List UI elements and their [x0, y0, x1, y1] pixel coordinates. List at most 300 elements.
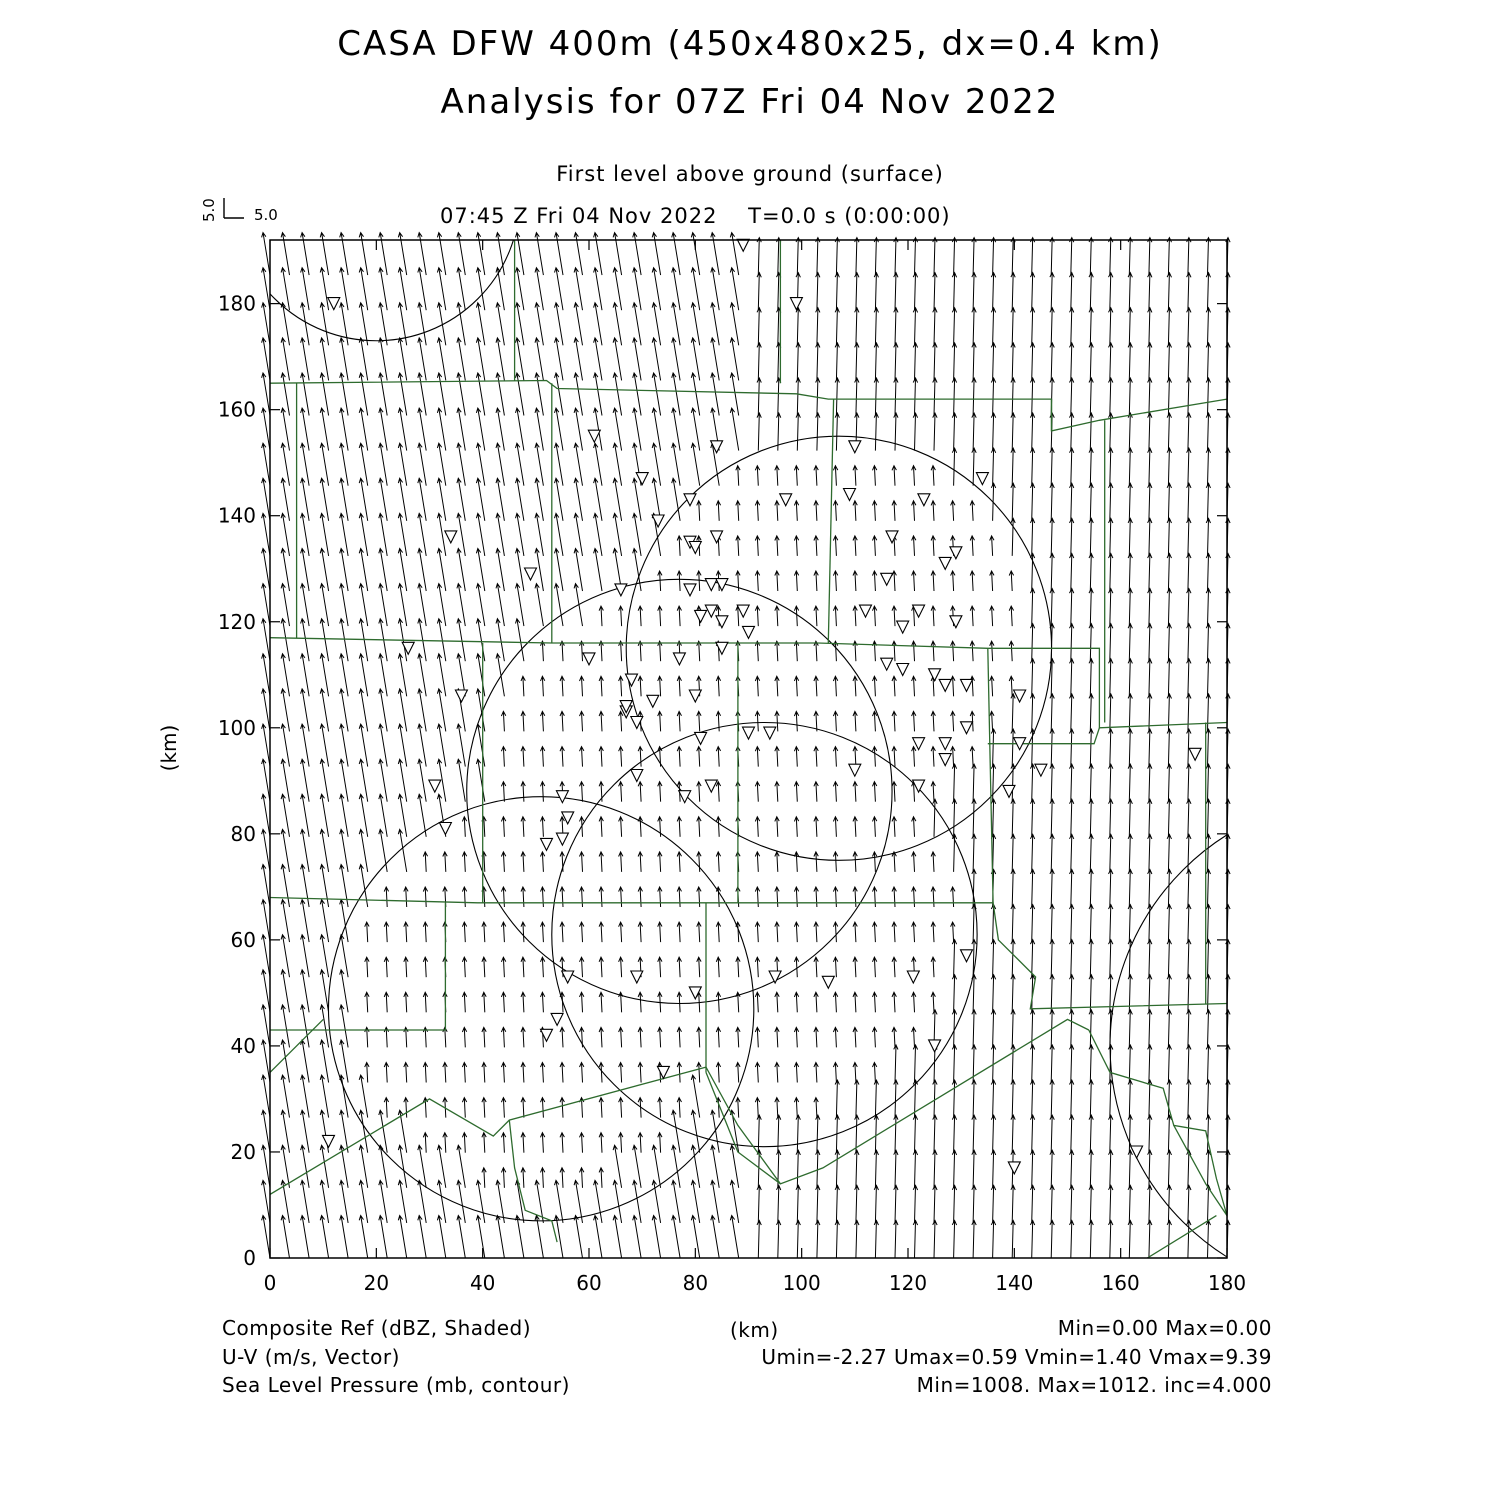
wind-vector [796, 343, 800, 381]
wind-vector [931, 466, 935, 486]
wind-vector-layer [262, 233, 1231, 1258]
wind-vector [482, 1063, 486, 1083]
wind-vector [991, 940, 995, 978]
wind-vector [796, 378, 800, 416]
wind-vector [716, 922, 720, 942]
wind-vector [521, 1098, 525, 1118]
wind-vector [423, 1063, 427, 1083]
wind-vector [972, 1185, 976, 1223]
wind-vector [1167, 764, 1171, 802]
y-tick-label: 160 [217, 397, 256, 422]
wind-vector [1187, 1080, 1191, 1118]
wind-vector [952, 1115, 956, 1153]
wind-vector [1070, 1150, 1074, 1188]
wind-vector [1070, 764, 1074, 802]
wind-vector [873, 782, 877, 802]
wind-vector [833, 992, 837, 1012]
wind-vector [443, 1063, 447, 1083]
y-tick-label: 120 [217, 609, 256, 634]
wind-vector [1187, 483, 1191, 521]
y-tick-label: 140 [217, 503, 256, 528]
wind-vector [476, 1216, 484, 1259]
wind-vector [1148, 273, 1152, 311]
wind-vector [775, 536, 779, 556]
wind-vector [1128, 589, 1132, 627]
wind-vector [892, 676, 896, 696]
wind-vector [560, 747, 564, 767]
wind-vector [501, 957, 505, 977]
wind-vector [814, 1098, 818, 1118]
station-marker-layer [323, 239, 1202, 1174]
wind-vector [952, 1150, 956, 1188]
wind-vector [933, 273, 937, 311]
wind-vector [1011, 694, 1015, 732]
wind-vector [1030, 834, 1034, 872]
wind-vector [1070, 975, 1074, 1013]
wind-vector [814, 466, 818, 486]
county-boundary [1147, 1216, 1216, 1258]
wind-vector [423, 992, 427, 1012]
wind-vector [775, 641, 779, 661]
wind-vector [638, 852, 642, 872]
station-marker [695, 732, 707, 744]
wind-vector [1070, 448, 1074, 486]
wind-vector [794, 711, 798, 731]
wind-vector [1011, 940, 1015, 978]
wind-vector [677, 887, 681, 907]
wind-vector [1206, 518, 1210, 556]
wind-vector [697, 922, 701, 942]
wind-vector [1187, 518, 1191, 556]
wind-vector [677, 817, 681, 837]
wind-vector [619, 747, 623, 767]
wind-vector [972, 413, 976, 451]
wind-vector [833, 571, 837, 591]
wind-vector [775, 817, 779, 837]
wind-vector [913, 1045, 917, 1083]
wind-vector [1070, 1010, 1074, 1048]
wind-vector [1148, 799, 1152, 837]
wind-vector [991, 448, 995, 486]
wind-vector [1109, 308, 1113, 346]
station-marker [525, 568, 537, 580]
level-subtitle: First level above ground (surface) [556, 162, 944, 186]
wind-vector [853, 782, 857, 802]
wind-vector [697, 887, 701, 907]
station-marker [562, 812, 574, 824]
wind-vector [1148, 589, 1152, 627]
wind-vector [677, 852, 681, 872]
wind-vector [757, 308, 761, 346]
wind-vector [1030, 624, 1034, 662]
wind-vector [796, 1150, 800, 1188]
wind-vector [521, 782, 525, 802]
wind-vector [1070, 1221, 1074, 1259]
wind-vector [1167, 518, 1171, 556]
wind-vector [560, 676, 564, 696]
wind-vector [1128, 834, 1132, 872]
wind-vector [991, 413, 995, 451]
wind-vector [1050, 1185, 1054, 1223]
wind-vector [1030, 799, 1034, 837]
wind-vector [404, 957, 408, 977]
wind-vector [1109, 518, 1113, 556]
wind-vector [521, 922, 525, 942]
wind-vector [1109, 1221, 1113, 1259]
wind-vector [775, 922, 779, 942]
reference-vector [200, 198, 278, 224]
wind-vector [1167, 1150, 1171, 1188]
wind-vector [1109, 378, 1113, 416]
wind-vector [1167, 238, 1171, 276]
y-tick-label: 60 [230, 927, 256, 952]
station-marker [657, 1066, 669, 1078]
wind-vector [736, 1098, 740, 1118]
station-marker [556, 833, 568, 845]
wind-vector [1206, 589, 1210, 627]
chart-title-line2: Analysis for 07Z Fri 04 Nov 2022 [440, 82, 1060, 122]
wind-vector [931, 922, 935, 942]
station-marker [961, 722, 973, 734]
wind-vector [796, 1221, 800, 1259]
wind-vector [1050, 273, 1054, 311]
wind-vector [755, 1027, 759, 1047]
wind-vector [365, 992, 369, 1012]
wind-vector [1187, 940, 1191, 978]
wind-vector [1187, 589, 1191, 627]
wind-vector [404, 887, 408, 907]
wind-vector [638, 641, 642, 661]
wind-vector [1109, 694, 1113, 732]
wind-vector [1167, 1115, 1171, 1153]
wind-vector [1070, 1185, 1074, 1223]
county-boundary-layer [270, 240, 1227, 1258]
wind-vector [755, 1098, 759, 1118]
wind-vector [1206, 343, 1210, 381]
wind-vector [1070, 834, 1074, 872]
wind-vector [1109, 1150, 1113, 1188]
wind-vector [716, 852, 720, 872]
wind-vector [1009, 571, 1013, 591]
wind-vector [1070, 554, 1074, 592]
wind-vector [1050, 729, 1054, 767]
wind-vector [482, 1133, 486, 1153]
wind-vector [1089, 483, 1093, 521]
wind-vector [1089, 1185, 1093, 1223]
wind-vector [599, 711, 603, 731]
y-tick-label: 0 [243, 1246, 256, 1270]
wind-vector [972, 799, 976, 837]
wind-vector [677, 606, 681, 626]
wind-vector [757, 378, 761, 416]
station-marker [939, 754, 951, 766]
wind-vector [1050, 238, 1054, 276]
wind-vector [716, 957, 720, 977]
wind-vector [873, 501, 877, 521]
wind-vector [972, 1150, 976, 1188]
wind-vector [952, 975, 956, 1013]
ref-vector-x-label: 5.0 [254, 206, 278, 224]
wind-vector [1148, 378, 1152, 416]
wind-vector [1206, 975, 1210, 1013]
wind-vector [580, 992, 584, 1012]
wind-vector [755, 571, 759, 591]
wind-vector [912, 641, 916, 661]
wind-vector [462, 852, 466, 872]
wind-vector [521, 1063, 525, 1083]
wind-vector [1167, 308, 1171, 346]
wind-vector [853, 711, 857, 731]
wind-vector [658, 711, 662, 731]
wind-vector [1050, 1150, 1054, 1188]
wind-vector [892, 922, 896, 942]
footer-composite-ref: Composite Ref (dBZ, Shaded) [222, 1316, 532, 1340]
wind-vector [1011, 343, 1015, 381]
wind-vector [913, 273, 917, 311]
wind-vector [1050, 308, 1054, 346]
wind-vector [677, 571, 681, 591]
wind-vector [991, 273, 995, 311]
wind-vector [501, 782, 505, 802]
wind-vector [1148, 729, 1152, 767]
wind-vector [951, 887, 955, 907]
y-tick-label: 180 [217, 291, 256, 316]
wind-vector [594, 549, 602, 592]
wind-vector [736, 957, 740, 977]
wind-vector [1050, 870, 1054, 908]
wind-vector [1167, 343, 1171, 381]
station-marker [588, 430, 600, 442]
station-marker [562, 971, 574, 983]
wind-vector [1109, 1115, 1113, 1153]
wind-vector [365, 1063, 369, 1083]
wind-vector [1089, 940, 1093, 978]
wind-vector [931, 957, 935, 977]
wind-vector [1030, 518, 1034, 556]
wind-vector [1030, 483, 1034, 521]
wind-vector [1109, 940, 1113, 978]
wind-vector [816, 413, 820, 451]
wind-vector [521, 817, 525, 837]
wind-vector [1187, 659, 1191, 697]
wind-vector [1128, 1185, 1132, 1223]
wind-vector [775, 747, 779, 767]
wind-vector [697, 817, 701, 837]
wind-vector [1089, 273, 1093, 311]
wind-vector [1030, 1221, 1034, 1259]
county-boundary [270, 638, 1227, 728]
station-marker [939, 738, 951, 750]
wind-vector [775, 1063, 779, 1083]
wind-vector [619, 1098, 623, 1118]
wind-vector [462, 1063, 466, 1083]
wind-vector [855, 238, 859, 276]
wind-vector [814, 852, 818, 872]
wind-vector [619, 1027, 623, 1047]
wind-vector [874, 343, 878, 381]
wind-vector [1128, 905, 1132, 943]
wind-vector [991, 238, 995, 276]
wind-vector [619, 1063, 623, 1083]
y-tick-label: 20 [230, 1139, 256, 1164]
wind-vector [814, 747, 818, 767]
wind-vector [814, 606, 818, 626]
wind-vector [638, 1133, 642, 1153]
wind-vector [1187, 905, 1191, 943]
wind-vector [796, 1185, 800, 1223]
wind-vector [1089, 659, 1093, 697]
wind-vector [892, 466, 896, 486]
wind-vector [560, 641, 564, 661]
wind-vector [1148, 483, 1152, 521]
wind-vector [912, 676, 916, 696]
wind-vector [874, 1080, 878, 1118]
wind-vector [384, 1098, 388, 1118]
wind-vector [1187, 975, 1191, 1013]
station-marker [764, 727, 776, 739]
wind-vector [1167, 834, 1171, 872]
wind-vector [1187, 413, 1191, 451]
wind-vector [541, 676, 545, 696]
wind-vector [933, 343, 937, 381]
wind-vector [365, 922, 369, 942]
county-boundary [270, 903, 445, 1030]
wind-vector [991, 729, 995, 767]
wind-vector [931, 571, 935, 591]
wind-vector [777, 378, 781, 416]
wind-vector [658, 852, 662, 872]
wind-vector [1089, 518, 1093, 556]
x-tick-label: 20 [363, 1271, 390, 1295]
wind-vector [1167, 273, 1171, 311]
wind-vector [638, 992, 642, 1012]
wind-vector [638, 676, 642, 696]
wind-vector [1011, 1045, 1015, 1083]
wind-vector [599, 747, 603, 767]
wind-vector [912, 992, 916, 1012]
wind-vector [991, 905, 995, 943]
wind-vector [1187, 308, 1191, 346]
wind-vector [1109, 1080, 1113, 1118]
wind-vector [951, 747, 955, 767]
wind-vector [874, 1150, 878, 1188]
wind-vector [384, 922, 388, 942]
wind-vector [894, 1080, 898, 1118]
wind-vector [816, 273, 820, 311]
station-marker [652, 515, 664, 527]
wind-vector [952, 273, 956, 311]
wind-vector [835, 1150, 839, 1188]
wind-vector [873, 922, 877, 942]
wind-vector [757, 413, 761, 451]
wind-vector [1030, 870, 1034, 908]
wind-vector [599, 817, 603, 837]
station-marker [716, 642, 728, 654]
wind-vector [736, 1063, 740, 1083]
wind-vector [777, 1115, 781, 1153]
wind-vector [599, 1168, 603, 1188]
wind-vector [1167, 694, 1171, 732]
wind-vector [794, 887, 798, 907]
wind-vector [853, 676, 857, 696]
station-marker [939, 679, 951, 691]
wind-vector [853, 571, 857, 591]
wind-vector [560, 887, 564, 907]
pressure-contour [233, 54, 520, 340]
wind-vector [482, 1098, 486, 1118]
wind-vector [1206, 764, 1210, 802]
station-marker [939, 557, 951, 569]
wind-vector [1109, 1185, 1113, 1223]
wind-vector [711, 1216, 719, 1259]
wind-vector [816, 1185, 820, 1223]
wind-vector [1011, 483, 1015, 521]
wind-vector [855, 273, 859, 311]
county-boundary [988, 728, 1100, 744]
wind-vector [658, 571, 662, 591]
wind-vector [814, 536, 818, 556]
wind-vector [443, 1133, 447, 1153]
wind-vector [933, 308, 937, 346]
station-marker [849, 441, 861, 453]
wind-vector [1089, 729, 1093, 767]
wind-vector [418, 1216, 426, 1259]
station-marker [1131, 1146, 1143, 1158]
wind-vector [755, 466, 759, 486]
wind-vector [970, 641, 974, 661]
wind-vector [990, 571, 994, 591]
wind-vector [1109, 343, 1113, 381]
wind-vector [1167, 554, 1171, 592]
wind-vector [853, 817, 857, 837]
wind-vector [755, 887, 759, 907]
wind-vector [972, 343, 976, 381]
wind-vector [816, 1115, 820, 1153]
wind-vector [853, 536, 857, 556]
wind-vector [796, 238, 800, 276]
station-marker [860, 605, 872, 617]
wind-vector [462, 1027, 466, 1047]
wind-vector [1050, 764, 1054, 802]
wind-vector [599, 606, 603, 626]
wind-vector [873, 817, 877, 837]
wind-vector [1206, 1045, 1210, 1083]
station-marker [844, 489, 856, 501]
wind-vector [912, 887, 916, 907]
wind-vector [933, 238, 937, 276]
wind-vector [521, 711, 525, 731]
wind-vector [892, 782, 896, 802]
wind-vector [521, 992, 525, 1012]
wind-vector [972, 273, 976, 311]
wind-vector [991, 1185, 995, 1223]
wind-vector [796, 308, 800, 346]
wind-vector [730, 1216, 738, 1259]
wind-vector [1187, 870, 1191, 908]
wind-vector [658, 1133, 662, 1153]
wind-vector [970, 606, 974, 626]
wind-vector [892, 817, 896, 837]
wind-vector [835, 1185, 839, 1223]
wind-vector [1206, 659, 1210, 697]
wind-vector [892, 711, 896, 731]
wind-vector [1206, 448, 1210, 486]
wind-vector [894, 343, 898, 381]
station-marker [695, 610, 707, 622]
wind-vector [262, 1216, 270, 1259]
wind-vector [580, 747, 584, 767]
wind-vector [912, 571, 916, 591]
